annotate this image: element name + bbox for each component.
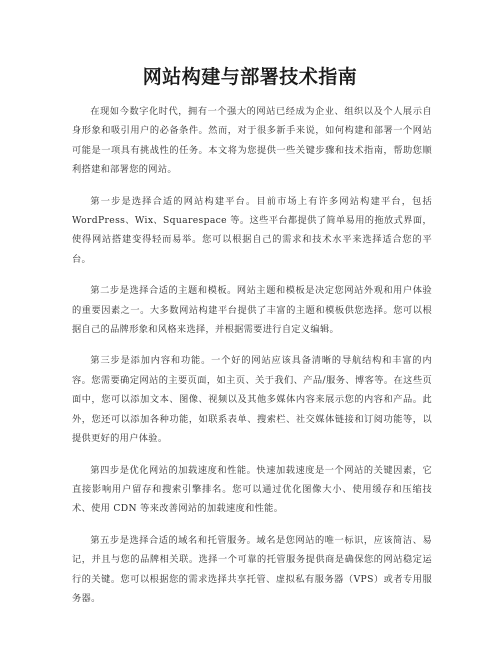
paragraph-intro: 在现如今数字化时代，拥有一个强大的网站已经成为企业、组织以及个人展示自身形象和吸引用户的必备条件。然而，对于很多新手来说，如何构建和部署一个网站可能是一项具有挑战性的任务。本文将为您提供一些关键步骤和技术指南，帮助您顺利搭建和部署您的网站。 [72, 106, 432, 176]
paragraph-step-3: 第三步是添加内容和功能。一个好的网站应该具备清晰的导航结构和丰富的内容。您需要确定网站的主要页面，如主页、关于我们、产品/服务、博客等。在这些页面中，您可以添加文本、图像、视频以及其他多媒体内容来展示您的内容和产品。此外，您还可以添加各种功能，如联系表单、搜索栏、社交媒体链接和订阅功能等，以提供更好的用户体验。 [72, 355, 432, 445]
paragraph-step-4: 第四步是优化网站的加载速度和性能。快速加载速度是一个网站的关键因素，它直接影响用户留存和搜索引擎排名。您可以通过优化图像大小、使用缓存和压缩技术、使用 CDN 等来改善网站的加载速度和性能。 [72, 464, 432, 515]
paragraph-step-1: 第一步是选择合适的网站构建平台。目前市场上有许多网站构建平台，包括 WordPress、Wix、Squarespace 等。这些平台都提供了简单易用的拖放式界面，使得网站搭建变得轻而易举。您可以根据自己的需求和技术水平来选择适合您的平台。 [72, 195, 432, 265]
page-title: 网站构建与部署技术指南 [142, 66, 358, 88]
paragraph-step-5: 第五步是选择合适的域名和托管服务。域名是您网站的唯一标识，应该简洁、易记，并且与您的品牌相关联。选择一个可靠的托管服务提供商是确保您的网站稳定运行的关键。您可以根据您的需求选择共享托管、虚拟私有服务器（VPS）或者专用服务器。 [72, 534, 432, 604]
paragraph-step-2: 第二步是选择合适的主题和模板。网站主题和模板是决定您网站外观和用户体验的重要因素之一。大多数网站构建平台提供了丰富的主题和模板供您选择。您可以根据自己的品牌形象和风格来选择，并根据需要进行自定义编辑。 [72, 285, 432, 336]
document-body [72, 102, 432, 620]
